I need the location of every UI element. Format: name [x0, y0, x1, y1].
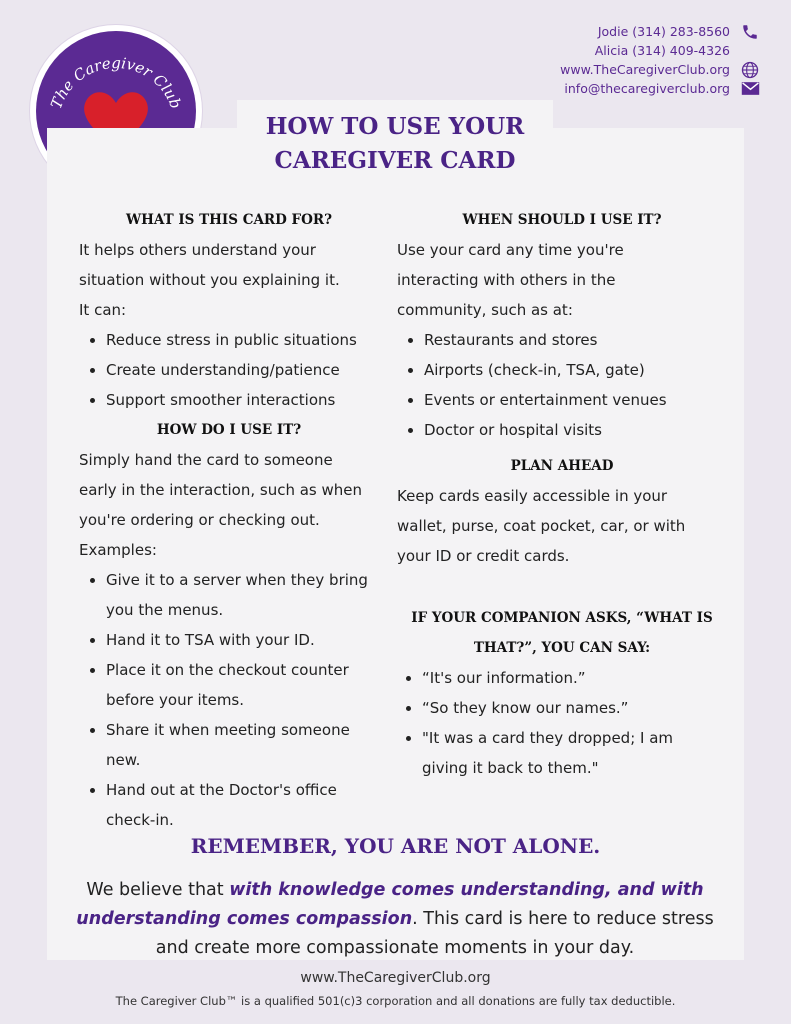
website-link[interactable]: www.TheCaregiverClub.org — [560, 62, 730, 77]
list-item: • Place it on the checkout counter before your items. — [106, 655, 379, 715]
bullet-list — [397, 325, 727, 445]
globe-icon — [739, 61, 761, 78]
contact-phone-alicia — [560, 41, 761, 60]
section-heading: THAT?”, YOU CAN SAY: — [473, 640, 651, 656]
list-item: • Airports (check-in, TSA, gate) — [424, 355, 727, 385]
section-heading: IF YOUR COMPANION ASKS, “WHAT IS — [411, 610, 713, 626]
footer-url[interactable]: www.TheCaregiverClub.org — [300, 970, 491, 986]
left-column — [79, 205, 379, 835]
svg-text:The Caregiver Club — [47, 54, 185, 111]
list-item: • Support smoother interactions — [106, 385, 379, 415]
section-heading: WHEN SHOULD I USE IT? — [462, 212, 662, 228]
list-item: • Hand out at the Doctor's office check-in. — [106, 775, 379, 835]
contact-phone-jodie — [560, 22, 761, 41]
body-text: Use your card any time you're — [397, 241, 624, 259]
list-item: • “So they know our names.” — [422, 693, 727, 723]
bullet-list — [79, 565, 379, 835]
bullet-list — [79, 325, 379, 415]
section-heading: WHAT IS THIS CARD FOR? — [125, 212, 333, 228]
bullet-list — [397, 663, 727, 783]
body-text: Simply hand the card to someone — [79, 451, 333, 469]
list-item: • “It's our information.” — [422, 663, 727, 693]
contact-website[interactable] — [560, 60, 761, 79]
list-item: • Doctor or hospital visits — [424, 415, 727, 445]
body-text: community, such as at: — [397, 301, 573, 319]
body-text: wallet, purse, coat pocket, car, or with — [397, 517, 686, 535]
email-link[interactable]: info@thecaregiverclub.org — [564, 81, 730, 96]
body-text: It can: — [79, 301, 127, 319]
body-text: early in the interaction, such as when — [79, 481, 363, 499]
list-item: • "It was a card they dropped; I am giving it back to them." — [422, 723, 727, 783]
body-text: interacting with others in the — [397, 271, 616, 289]
contact-block — [560, 22, 761, 98]
mail-icon — [739, 80, 761, 97]
body-text: your ID or credit cards. — [397, 547, 570, 565]
list-item: • Hand it to TSA with your ID. — [106, 625, 379, 655]
contact-text: Jodie (314) 283-8560 — [597, 24, 730, 39]
body-text: Keep cards easily accessible in your — [397, 487, 668, 505]
body-text: It helps others understand your — [79, 241, 316, 259]
remember-heading: REMEMBER, YOU ARE NOT ALONE. — [190, 834, 601, 858]
body-text: situation without you explaining it. — [79, 271, 340, 289]
list-item: • Events or entertainment venues — [424, 385, 727, 415]
list-item: • Share it when meeting someone new. — [106, 715, 379, 775]
body-text: you're ordering or checking out. — [79, 511, 320, 529]
list-item: • Give it to a server when they bring you the menus. — [106, 565, 379, 625]
contact-email[interactable] — [560, 79, 761, 98]
logo-text: The Caregiver Club — [47, 53, 185, 112]
list-item: • Restaurants and stores — [424, 325, 727, 355]
closing-statement: We believe that with knowledge comes understanding, and with understanding comes compassion. This card is here to reduce stress and create more compassionate moments in your day. — [76, 880, 714, 958]
section-heading: PLAN AHEAD — [510, 458, 614, 474]
section-heading: HOW DO I USE IT? — [156, 422, 302, 438]
footer-note: The Caregiver Club™ is a qualified 501(c)3 corporation and all donations are fully tax deductible. — [115, 994, 676, 1008]
right-column — [397, 205, 727, 783]
list-item: • Reduce stress in public situations — [106, 325, 379, 355]
body-text: Examples: — [79, 541, 157, 559]
contact-text: Alicia (314) 409-4326 — [594, 43, 730, 58]
page-title: HOW TO USE YOUR CAREGIVER CARD — [265, 113, 525, 174]
phone-icon — [739, 23, 761, 40]
list-item: • Create understanding/patience — [106, 355, 379, 385]
